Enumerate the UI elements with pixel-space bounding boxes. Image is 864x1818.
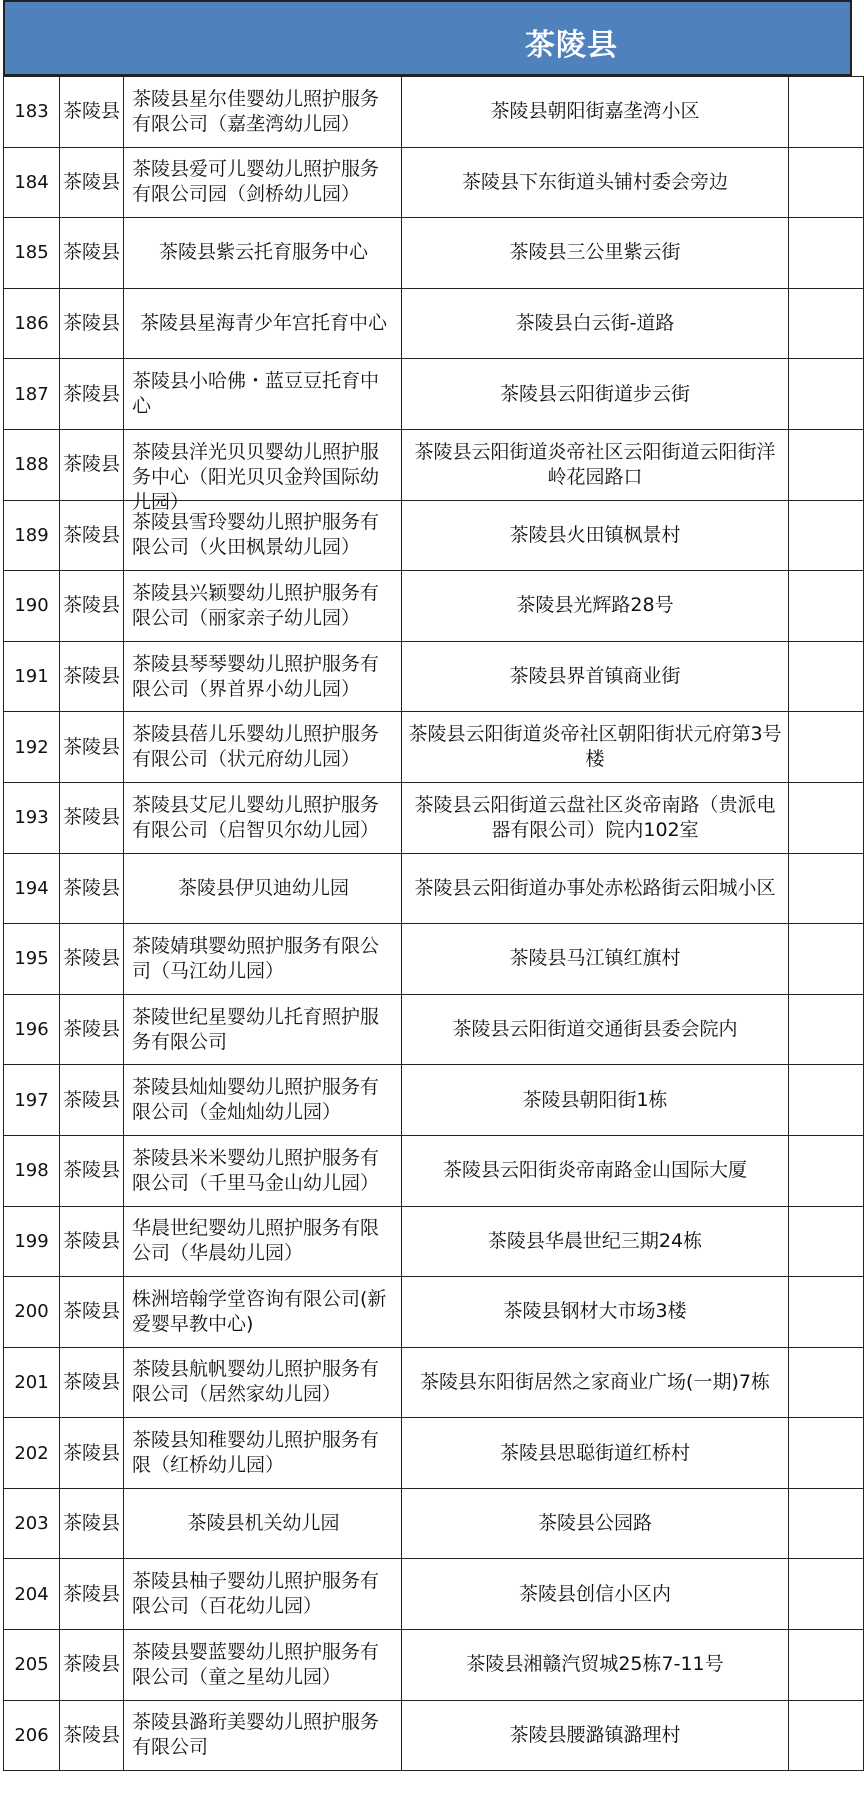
row-number: 186 bbox=[14, 313, 49, 335]
row-address-cell bbox=[402, 359, 789, 430]
row-number: 191 bbox=[14, 666, 49, 688]
row-county-cell bbox=[60, 1700, 124, 1771]
row-address-cell bbox=[402, 1418, 789, 1489]
row-county: 茶陵县 bbox=[62, 453, 120, 476]
row-institution-name-cell bbox=[124, 147, 402, 218]
row-institution-name-cell bbox=[124, 1559, 402, 1630]
table-row bbox=[4, 994, 864, 1065]
row-number-cell bbox=[4, 1418, 60, 1489]
row-number: 203 bbox=[14, 1513, 49, 1535]
row-county: 茶陵县 bbox=[62, 1582, 120, 1605]
row-address-cell bbox=[402, 218, 789, 289]
row-number: 204 bbox=[14, 1583, 49, 1605]
row-number: 202 bbox=[14, 1442, 49, 1464]
row-empty-cell bbox=[789, 1488, 864, 1559]
row-county: 茶陵县 bbox=[62, 241, 120, 264]
table-row bbox=[4, 1418, 864, 1489]
row-number: 200 bbox=[14, 1301, 49, 1323]
row-address: 茶陵县华晨世纪三期24栋 bbox=[487, 1229, 703, 1252]
row-number: 194 bbox=[14, 877, 49, 899]
row-address-cell bbox=[402, 1700, 789, 1771]
row-county: 茶陵县 bbox=[62, 170, 120, 193]
row-county-cell bbox=[60, 571, 124, 642]
table-row bbox=[4, 853, 864, 924]
row-number-cell bbox=[4, 77, 60, 148]
row-number-cell bbox=[4, 1488, 60, 1559]
row-empty-cell bbox=[789, 924, 864, 995]
table-row bbox=[4, 1488, 864, 1559]
row-number: 205 bbox=[14, 1654, 49, 1676]
row-institution-name: 茶陵县知稚婴幼儿照护服务有限（红桥幼儿园） bbox=[132, 1429, 380, 1477]
table-row bbox=[4, 782, 864, 853]
row-institution-name-cell bbox=[124, 853, 402, 924]
row-institution-name-cell bbox=[124, 1065, 402, 1136]
row-number: 190 bbox=[14, 595, 49, 617]
row-address: 茶陵县朝阳街1栋 bbox=[522, 1088, 668, 1111]
row-county-cell bbox=[60, 1630, 124, 1701]
row-institution-name: 茶陵县婴蓝婴幼儿照护服务有限公司（童之星幼儿园） bbox=[132, 1640, 380, 1688]
row-empty-cell bbox=[789, 147, 864, 218]
row-institution-name: 茶陵县航帆婴幼儿照护服务有限公司（居然家幼儿园） bbox=[132, 1358, 380, 1406]
row-number-cell bbox=[4, 288, 60, 359]
row-number: 188 bbox=[14, 454, 49, 476]
row-county: 茶陵县 bbox=[62, 806, 120, 829]
row-number-cell bbox=[4, 500, 60, 571]
row-county-cell bbox=[60, 1065, 124, 1136]
row-county-cell bbox=[60, 429, 124, 500]
row-number-cell bbox=[4, 1630, 60, 1701]
row-empty-cell bbox=[789, 712, 864, 783]
row-institution-name-cell bbox=[124, 500, 402, 571]
row-county-cell bbox=[60, 994, 124, 1065]
row-address-cell bbox=[402, 77, 789, 148]
table-row bbox=[4, 1559, 864, 1630]
row-institution-name: 茶陵县柚子婴幼儿照护服务有限公司（百花幼儿园） bbox=[132, 1570, 380, 1618]
row-institution-name-cell bbox=[124, 429, 402, 513]
row-number-cell bbox=[4, 1277, 60, 1348]
row-institution-name-cell bbox=[124, 1488, 402, 1559]
row-number-cell bbox=[4, 1559, 60, 1630]
row-address: 茶陵县火田镇枫景村 bbox=[509, 523, 681, 546]
row-institution-name: 茶陵县艾尼儿婴幼儿照护服务有限公司（启智贝尔幼儿园） bbox=[132, 793, 380, 841]
row-institution-name-cell bbox=[124, 1418, 402, 1489]
row-address-cell bbox=[402, 994, 789, 1065]
row-empty-cell bbox=[789, 359, 864, 430]
row-address-cell bbox=[402, 924, 789, 995]
county-title: 茶陵县 bbox=[525, 28, 618, 63]
row-number-cell bbox=[4, 1206, 60, 1277]
row-county-cell bbox=[60, 712, 124, 783]
row-address: 茶陵县云阳街道炎帝社区朝阳街状元府第3号楼 bbox=[408, 723, 782, 771]
row-address: 茶陵县公园路 bbox=[537, 1512, 652, 1535]
row-county-cell bbox=[60, 1418, 124, 1489]
row-institution-name: 茶陵县星海青少年宫托育中心 bbox=[139, 312, 387, 335]
table-row bbox=[4, 1700, 864, 1771]
row-county: 茶陵县 bbox=[62, 665, 120, 688]
row-county: 茶陵县 bbox=[62, 523, 120, 546]
row-county-cell bbox=[60, 218, 124, 289]
row-empty-cell bbox=[789, 1418, 864, 1489]
row-address-cell bbox=[402, 1065, 789, 1136]
row-county-cell bbox=[60, 641, 124, 712]
table-row bbox=[4, 571, 864, 642]
row-address-cell bbox=[402, 1630, 789, 1701]
row-institution-name-cell bbox=[124, 1347, 402, 1418]
row-county: 茶陵县 bbox=[62, 100, 120, 123]
table-row bbox=[4, 359, 864, 430]
row-address: 茶陵县云阳街道云盘社区炎帝南路（贵派电器有限公司）院内102室 bbox=[414, 793, 776, 841]
row-empty-cell bbox=[789, 288, 864, 359]
row-county: 茶陵县 bbox=[62, 1088, 120, 1111]
row-institution-name: 茶陵县紫云托育服务中心 bbox=[158, 241, 368, 264]
row-number: 183 bbox=[14, 101, 49, 123]
row-county-cell bbox=[60, 1488, 124, 1559]
row-empty-cell bbox=[789, 641, 864, 712]
row-county-cell bbox=[60, 288, 124, 359]
institution-table bbox=[3, 76, 864, 1771]
row-empty-cell bbox=[789, 571, 864, 642]
row-institution-name-cell bbox=[124, 571, 402, 642]
row-institution-name-cell bbox=[124, 1135, 402, 1206]
row-county-cell bbox=[60, 77, 124, 148]
row-address-cell bbox=[402, 1488, 789, 1559]
row-address: 茶陵县云阳街炎帝南路金山国际大厦 bbox=[442, 1159, 747, 1182]
row-county: 茶陵县 bbox=[62, 1370, 120, 1393]
row-address-cell bbox=[402, 641, 789, 712]
table-row bbox=[4, 1065, 864, 1136]
row-county: 茶陵县 bbox=[62, 312, 120, 335]
row-institution-name: 茶陵县蓓儿乐婴幼儿照护服务有限公司（状元府幼儿园） bbox=[132, 723, 380, 771]
row-empty-cell bbox=[789, 1559, 864, 1630]
row-empty-cell bbox=[789, 1347, 864, 1418]
row-institution-name: 茶陵县爱可儿婴幼儿照护服务有限公司园（剑桥幼儿园） bbox=[132, 158, 380, 206]
row-institution-name-cell bbox=[124, 1630, 402, 1701]
row-number: 187 bbox=[14, 383, 49, 405]
row-address: 茶陵县腰潞镇潞理村 bbox=[509, 1723, 681, 1746]
table-row bbox=[4, 218, 864, 289]
row-number: 198 bbox=[14, 1160, 49, 1182]
row-institution-name: 茶陵婧琪婴幼照护服务有限公司（马江幼儿园） bbox=[132, 934, 380, 982]
row-institution-name: 茶陵县机关幼儿园 bbox=[187, 1512, 340, 1535]
row-county-cell bbox=[60, 1347, 124, 1418]
row-institution-name: 茶陵县雪玲婴幼儿照护服务有限公司（火田枫景幼儿园） bbox=[132, 511, 380, 559]
row-county-cell bbox=[60, 500, 124, 571]
row-address: 茶陵县界首镇商业街 bbox=[509, 665, 681, 688]
row-institution-name: 茶陵县伊贝迪幼儿园 bbox=[177, 876, 349, 899]
table-row bbox=[4, 924, 864, 995]
row-empty-cell bbox=[789, 500, 864, 571]
row-institution-name: 茶陵县米米婴幼儿照护服务有限公司（千里马金山幼儿园） bbox=[132, 1146, 380, 1194]
row-address-cell bbox=[402, 1347, 789, 1418]
row-number-cell bbox=[4, 429, 60, 500]
row-county: 茶陵县 bbox=[62, 382, 120, 405]
row-number: 192 bbox=[14, 736, 49, 758]
row-empty-cell bbox=[789, 1135, 864, 1206]
row-institution-name-cell bbox=[124, 994, 402, 1065]
row-number-cell bbox=[4, 782, 60, 853]
row-address-cell bbox=[402, 429, 789, 500]
row-county-cell bbox=[60, 782, 124, 853]
table-row bbox=[4, 1630, 864, 1701]
row-address: 茶陵县思聪街道红桥村 bbox=[499, 1441, 690, 1464]
table-row bbox=[4, 1135, 864, 1206]
row-address: 茶陵县云阳街道办事处赤松路街云阳城小区 bbox=[414, 876, 776, 899]
row-address-cell bbox=[402, 782, 789, 853]
row-empty-cell bbox=[789, 853, 864, 924]
row-empty-cell bbox=[789, 1630, 864, 1701]
row-address-cell bbox=[402, 147, 789, 218]
row-number: 197 bbox=[14, 1089, 49, 1111]
row-county-cell bbox=[60, 853, 124, 924]
row-address: 茶陵县云阳街道步云街 bbox=[499, 382, 690, 405]
row-institution-name: 茶陵县小哈佛・蓝豆豆托育中心 bbox=[132, 370, 380, 418]
row-address-cell bbox=[402, 500, 789, 571]
row-address-cell bbox=[402, 1135, 789, 1206]
row-number-cell bbox=[4, 641, 60, 712]
row-county-cell bbox=[60, 1559, 124, 1630]
row-address-cell bbox=[402, 571, 789, 642]
row-institution-name-cell bbox=[124, 641, 402, 712]
row-institution-name-cell bbox=[124, 1206, 402, 1277]
row-institution-name-cell bbox=[124, 77, 402, 148]
table-row bbox=[4, 1277, 864, 1348]
row-county: 茶陵县 bbox=[62, 1441, 120, 1464]
row-county: 茶陵县 bbox=[62, 947, 120, 970]
row-empty-cell bbox=[789, 782, 864, 853]
row-institution-name: 华晨世纪婴幼儿照护服务有限公司（华晨幼儿园） bbox=[132, 1217, 380, 1265]
row-number: 196 bbox=[14, 1019, 49, 1041]
row-county-cell bbox=[60, 1277, 124, 1348]
row-address: 茶陵县马江镇红旗村 bbox=[509, 947, 681, 970]
row-number: 184 bbox=[14, 171, 49, 193]
row-county: 茶陵县 bbox=[62, 1512, 120, 1535]
row-empty-cell bbox=[789, 77, 864, 148]
row-number-cell bbox=[4, 1700, 60, 1771]
title-bar bbox=[3, 0, 852, 76]
row-address: 茶陵县朝阳街嘉垄湾小区 bbox=[490, 100, 700, 123]
row-institution-name-cell bbox=[124, 218, 402, 289]
row-county: 茶陵县 bbox=[62, 594, 120, 617]
row-address: 茶陵县钢材大市场3楼 bbox=[503, 1300, 687, 1323]
row-institution-name-cell bbox=[124, 924, 402, 995]
row-address-cell bbox=[402, 1559, 789, 1630]
row-number-cell bbox=[4, 994, 60, 1065]
table-row bbox=[4, 288, 864, 359]
row-institution-name: 茶陵县洋光贝贝婴幼儿照护服务中心（阳光贝贝金羚国际幼儿园） bbox=[132, 440, 380, 513]
row-address: 茶陵县三公里紫云街 bbox=[509, 241, 681, 264]
row-empty-cell bbox=[789, 994, 864, 1065]
row-address: 茶陵县光辉路28号 bbox=[516, 594, 674, 617]
row-institution-name-cell bbox=[124, 359, 402, 430]
row-number-cell bbox=[4, 571, 60, 642]
row-county-cell bbox=[60, 1206, 124, 1277]
row-number-cell bbox=[4, 1135, 60, 1206]
row-address: 茶陵县湘赣汽贸城25栋7-11号 bbox=[466, 1653, 724, 1676]
row-address-cell bbox=[402, 853, 789, 924]
row-county-cell bbox=[60, 924, 124, 995]
row-address-cell bbox=[402, 1277, 789, 1348]
table-row bbox=[4, 147, 864, 218]
row-institution-name: 茶陵县兴颖婴幼儿照护服务有限公司（丽家亲子幼儿园） bbox=[132, 581, 380, 629]
row-county-cell bbox=[60, 359, 124, 430]
row-address: 茶陵县东阳街居然之家商业广场(一期)7栋 bbox=[420, 1370, 770, 1393]
row-number-cell bbox=[4, 218, 60, 289]
row-number-cell bbox=[4, 359, 60, 430]
row-institution-name-cell bbox=[124, 712, 402, 783]
row-number: 206 bbox=[14, 1724, 49, 1746]
table-row bbox=[4, 429, 864, 500]
row-institution-name-cell bbox=[124, 288, 402, 359]
row-empty-cell bbox=[789, 429, 864, 500]
row-number: 201 bbox=[14, 1371, 49, 1393]
row-address-cell bbox=[402, 712, 789, 783]
row-institution-name-cell bbox=[124, 782, 402, 853]
row-number: 185 bbox=[14, 242, 49, 264]
row-county: 茶陵县 bbox=[62, 1229, 120, 1252]
table-row bbox=[4, 1206, 864, 1277]
row-county: 茶陵县 bbox=[62, 1018, 120, 1041]
row-number-cell bbox=[4, 1065, 60, 1136]
row-institution-name: 茶陵县潞珩美婴幼儿照护服务有限公司 bbox=[132, 1711, 380, 1759]
row-number: 195 bbox=[14, 948, 49, 970]
row-number: 193 bbox=[14, 807, 49, 829]
row-address: 茶陵县下东街道头铺村委会旁边 bbox=[461, 170, 728, 193]
row-empty-cell bbox=[789, 1206, 864, 1277]
row-institution-name-cell bbox=[124, 1700, 402, 1771]
row-county-cell bbox=[60, 147, 124, 218]
row-number-cell bbox=[4, 853, 60, 924]
row-empty-cell bbox=[789, 218, 864, 289]
row-empty-cell bbox=[789, 1277, 864, 1348]
row-institution-name: 茶陵县星尔佳婴幼儿照护服务有限公司（嘉垄湾幼儿园） bbox=[132, 87, 380, 135]
table-row bbox=[4, 500, 864, 571]
row-empty-cell bbox=[789, 1065, 864, 1136]
row-institution-name-cell bbox=[124, 1277, 402, 1348]
row-number-cell bbox=[4, 1347, 60, 1418]
row-address-cell bbox=[402, 288, 789, 359]
row-county-cell bbox=[60, 1135, 124, 1206]
row-number: 199 bbox=[14, 1230, 49, 1252]
row-institution-name: 茶陵县琴琴婴幼儿照护服务有限公司（界首界小幼儿园） bbox=[132, 652, 380, 700]
row-address-cell bbox=[402, 1206, 789, 1277]
row-county: 茶陵县 bbox=[62, 1159, 120, 1182]
row-number-cell bbox=[4, 712, 60, 783]
row-county: 茶陵县 bbox=[62, 1653, 120, 1676]
row-address: 茶陵县白云街-道路 bbox=[515, 312, 675, 335]
row-county: 茶陵县 bbox=[62, 735, 120, 758]
table-row bbox=[4, 77, 864, 148]
table-row bbox=[4, 641, 864, 712]
row-county: 茶陵县 bbox=[62, 876, 120, 899]
row-address: 茶陵县创信小区内 bbox=[518, 1582, 671, 1605]
row-county: 茶陵县 bbox=[62, 1300, 120, 1323]
row-number: 189 bbox=[14, 524, 49, 546]
table-row bbox=[4, 712, 864, 783]
row-institution-name: 茶陵县灿灿婴幼儿照护服务有限公司（金灿灿幼儿园） bbox=[132, 1076, 380, 1124]
row-number-cell bbox=[4, 147, 60, 218]
row-empty-cell bbox=[789, 1700, 864, 1771]
row-institution-name: 株洲培翰学堂咨询有限公司(新爱婴早教中心) bbox=[132, 1287, 387, 1335]
row-number-cell bbox=[4, 924, 60, 995]
row-institution-name: 茶陵世纪星婴幼儿托育照护服务有限公司 bbox=[132, 1005, 380, 1053]
table-row bbox=[4, 1347, 864, 1418]
row-address: 茶陵县云阳街道交通街县委会院内 bbox=[452, 1018, 738, 1041]
row-address: 茶陵县云阳街道炎帝社区云阳街道云阳街洋岭花园路口 bbox=[414, 440, 776, 488]
row-county: 茶陵县 bbox=[62, 1723, 120, 1746]
